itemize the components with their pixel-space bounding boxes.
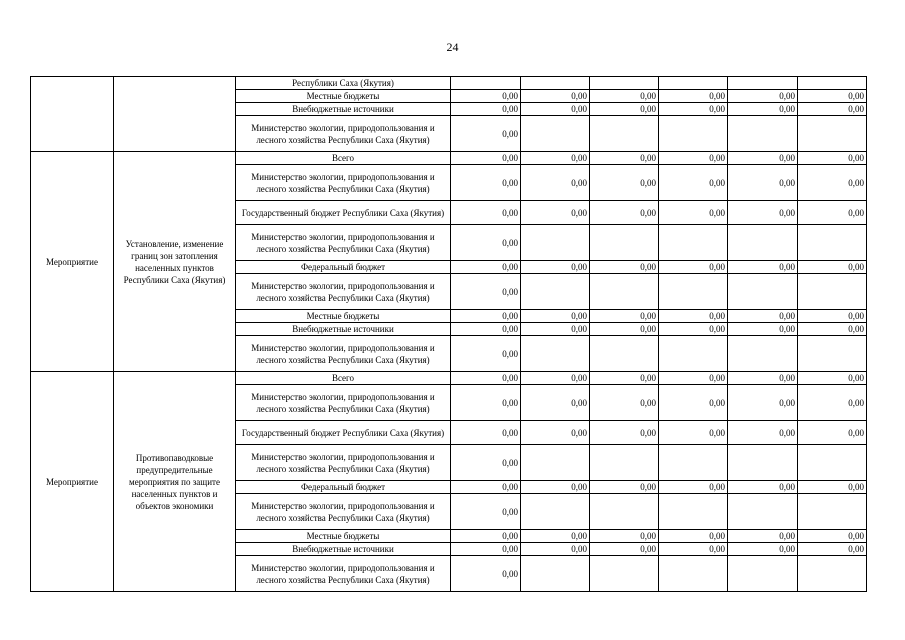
amount-cell: 0,00 bbox=[728, 421, 798, 445]
amount-cell: 0,00 bbox=[728, 90, 798, 103]
amount-cell: 0,00 bbox=[728, 261, 798, 274]
amount-cell: 0,00 bbox=[451, 494, 521, 530]
amount-cell bbox=[659, 274, 728, 310]
activity-name-cell: Установление, изменение границ зон затопления населенных пунктов Республики Саха (Якутия) bbox=[114, 152, 236, 372]
funding-source-cell: Всего bbox=[236, 372, 451, 385]
amount-cell bbox=[728, 116, 798, 152]
page-number: 24 bbox=[446, 40, 459, 54]
amount-cell bbox=[521, 445, 590, 481]
amount-cell: 0,00 bbox=[521, 481, 590, 494]
amount-cell bbox=[590, 77, 659, 90]
funding-source-cell: Всего bbox=[236, 152, 451, 165]
amount-cell: 0,00 bbox=[590, 261, 659, 274]
amount-cell: 0,00 bbox=[451, 261, 521, 274]
amount-cell: 0,00 bbox=[590, 310, 659, 323]
amount-cell bbox=[590, 274, 659, 310]
amount-cell bbox=[728, 556, 798, 592]
funding-source-cell: Государственный бюджет Республики Саха (Якутия) bbox=[236, 201, 451, 225]
budget-table bbox=[30, 76, 867, 592]
funding-source-cell: Внебюджетные источники bbox=[236, 323, 451, 336]
amount-cell bbox=[728, 336, 798, 372]
amount-cell: 0,00 bbox=[659, 543, 728, 556]
amount-cell: 0,00 bbox=[521, 421, 590, 445]
amount-cell: 0,00 bbox=[659, 323, 728, 336]
amount-cell: 0,00 bbox=[798, 530, 867, 543]
amount-cell bbox=[728, 77, 798, 90]
amount-cell: 0,00 bbox=[451, 274, 521, 310]
funding-source-cell: Внебюджетные источники bbox=[236, 543, 451, 556]
amount-cell: 0,00 bbox=[521, 103, 590, 116]
amount-cell: 0,00 bbox=[521, 310, 590, 323]
amount-cell: 0,00 bbox=[451, 336, 521, 372]
amount-cell: 0,00 bbox=[590, 201, 659, 225]
amount-cell bbox=[659, 225, 728, 261]
amount-cell: 0,00 bbox=[451, 421, 521, 445]
amount-cell: 0,00 bbox=[798, 372, 867, 385]
amount-cell bbox=[590, 445, 659, 481]
amount-cell: 0,00 bbox=[798, 103, 867, 116]
funding-source-cell: Внебюджетные источники bbox=[236, 103, 451, 116]
amount-cell bbox=[798, 274, 867, 310]
amount-cell bbox=[521, 77, 590, 90]
amount-cell: 0,00 bbox=[590, 481, 659, 494]
activity-type-cell: Мероприятие bbox=[31, 372, 114, 592]
amount-cell: 0,00 bbox=[659, 385, 728, 421]
amount-cell: 0,00 bbox=[590, 103, 659, 116]
amount-cell: 0,00 bbox=[798, 421, 867, 445]
amount-cell: 0,00 bbox=[521, 385, 590, 421]
amount-cell: 0,00 bbox=[521, 152, 590, 165]
funding-source-cell: Местные бюджеты bbox=[236, 530, 451, 543]
amount-cell bbox=[521, 336, 590, 372]
amount-cell: 0,00 bbox=[590, 90, 659, 103]
amount-cell: 0,00 bbox=[521, 543, 590, 556]
amount-cell: 0,00 bbox=[451, 225, 521, 261]
amount-cell: 0,00 bbox=[590, 421, 659, 445]
funding-source-cell: Местные бюджеты bbox=[236, 90, 451, 103]
amount-cell: 0,00 bbox=[521, 372, 590, 385]
amount-cell: 0,00 bbox=[798, 385, 867, 421]
amount-cell: 0,00 bbox=[728, 310, 798, 323]
amount-cell: 0,00 bbox=[451, 372, 521, 385]
amount-cell bbox=[521, 556, 590, 592]
funding-source-cell: Федеральный бюджет bbox=[236, 481, 451, 494]
funding-source-cell: Государственный бюджет Республики Саха (Якутия) bbox=[236, 421, 451, 445]
funding-source-cell: Министерство экологии, природопользования и лесного хозяйства Республики Саха (Якутия) bbox=[236, 274, 451, 310]
amount-cell: 0,00 bbox=[798, 323, 867, 336]
amount-cell: 0,00 bbox=[521, 90, 590, 103]
amount-cell: 0,00 bbox=[659, 103, 728, 116]
table-row bbox=[31, 372, 867, 385]
funding-source-cell: Министерство экологии, природопользования и лесного хозяйства Республики Саха (Якутия) bbox=[236, 336, 451, 372]
amount-cell: 0,00 bbox=[451, 481, 521, 494]
amount-cell bbox=[659, 77, 728, 90]
amount-cell: 0,00 bbox=[798, 90, 867, 103]
amount-cell: 0,00 bbox=[659, 201, 728, 225]
amount-cell: 0,00 bbox=[521, 261, 590, 274]
amount-cell: 0,00 bbox=[798, 481, 867, 494]
amount-cell bbox=[728, 274, 798, 310]
amount-cell bbox=[521, 116, 590, 152]
amount-cell: 0,00 bbox=[728, 152, 798, 165]
amount-cell: 0,00 bbox=[451, 543, 521, 556]
amount-cell: 0,00 bbox=[728, 530, 798, 543]
amount-cell: 0,00 bbox=[728, 201, 798, 225]
amount-cell: 0,00 bbox=[728, 481, 798, 494]
amount-cell bbox=[798, 225, 867, 261]
amount-cell: 0,00 bbox=[451, 165, 521, 201]
amount-cell: 0,00 bbox=[659, 152, 728, 165]
amount-cell: 0,00 bbox=[798, 152, 867, 165]
amount-cell bbox=[659, 445, 728, 481]
amount-cell: 0,00 bbox=[590, 385, 659, 421]
amount-cell: 0,00 bbox=[590, 543, 659, 556]
amount-cell: 0,00 bbox=[728, 323, 798, 336]
funding-source-cell: Республики Саха (Якутия) bbox=[236, 77, 451, 90]
amount-cell bbox=[521, 225, 590, 261]
amount-cell: 0,00 bbox=[521, 165, 590, 201]
amount-cell bbox=[798, 77, 867, 90]
table-row bbox=[31, 152, 867, 165]
amount-cell: 0,00 bbox=[521, 201, 590, 225]
amount-cell bbox=[728, 445, 798, 481]
amount-cell bbox=[798, 494, 867, 530]
amount-cell: 0,00 bbox=[590, 372, 659, 385]
amount-cell: 0,00 bbox=[451, 152, 521, 165]
amount-cell: 0,00 bbox=[659, 165, 728, 201]
activity-type-cell: Мероприятие bbox=[31, 152, 114, 372]
amount-cell bbox=[798, 556, 867, 592]
amount-cell bbox=[590, 336, 659, 372]
amount-cell: 0,00 bbox=[798, 543, 867, 556]
amount-cell: 0,00 bbox=[659, 530, 728, 543]
amount-cell: 0,00 bbox=[728, 103, 798, 116]
amount-cell: 0,00 bbox=[728, 543, 798, 556]
funding-source-cell: Местные бюджеты bbox=[236, 310, 451, 323]
amount-cell bbox=[798, 336, 867, 372]
amount-cell bbox=[728, 494, 798, 530]
amount-cell bbox=[659, 116, 728, 152]
amount-cell: 0,00 bbox=[451, 201, 521, 225]
amount-cell: 0,00 bbox=[659, 481, 728, 494]
funding-source-cell: Министерство экологии, природопользования и лесного хозяйства Республики Саха (Якутия) bbox=[236, 225, 451, 261]
table-body bbox=[31, 77, 867, 592]
amount-cell bbox=[521, 494, 590, 530]
amount-cell: 0,00 bbox=[798, 261, 867, 274]
amount-cell: 0,00 bbox=[590, 152, 659, 165]
funding-source-cell: Министерство экологии, природопользования и лесного хозяйства Республики Саха (Якутия) bbox=[236, 116, 451, 152]
amount-cell bbox=[451, 77, 521, 90]
amount-cell: 0,00 bbox=[451, 323, 521, 336]
amount-cell: 0,00 bbox=[451, 310, 521, 323]
amount-cell: 0,00 bbox=[798, 201, 867, 225]
amount-cell bbox=[590, 116, 659, 152]
amount-cell: 0,00 bbox=[728, 385, 798, 421]
funding-source-cell: Министерство экологии, природопользования и лесного хозяйства Республики Саха (Якутия) bbox=[236, 494, 451, 530]
amount-cell: 0,00 bbox=[659, 261, 728, 274]
amount-cell: 0,00 bbox=[451, 116, 521, 152]
amount-cell: 0,00 bbox=[451, 385, 521, 421]
amount-cell bbox=[659, 556, 728, 592]
amount-cell: 0,00 bbox=[451, 90, 521, 103]
activity-name-cell: Противопаводковые предупредительные мероприятия по защите населенных пунктов и объектов экономики bbox=[114, 372, 236, 592]
amount-cell bbox=[798, 445, 867, 481]
funding-source-cell: Министерство экологии, природопользования и лесного хозяйства Республики Саха (Якутия) bbox=[236, 556, 451, 592]
amount-cell: 0,00 bbox=[521, 530, 590, 543]
amount-cell bbox=[590, 494, 659, 530]
amount-cell: 0,00 bbox=[659, 372, 728, 385]
amount-cell: 0,00 bbox=[659, 310, 728, 323]
activity-name-cell bbox=[114, 77, 236, 152]
amount-cell: 0,00 bbox=[590, 530, 659, 543]
funding-source-cell: Министерство экологии, природопользования и лесного хозяйства Республики Саха (Якутия) bbox=[236, 165, 451, 201]
amount-cell: 0,00 bbox=[590, 323, 659, 336]
funding-source-cell: Федеральный бюджет bbox=[236, 261, 451, 274]
amount-cell: 0,00 bbox=[590, 165, 659, 201]
table-row bbox=[31, 77, 867, 90]
amount-cell: 0,00 bbox=[659, 421, 728, 445]
amount-cell bbox=[521, 274, 590, 310]
funding-source-cell: Министерство экологии, природопользования и лесного хозяйства Республики Саха (Якутия) bbox=[236, 445, 451, 481]
amount-cell: 0,00 bbox=[798, 165, 867, 201]
amount-cell: 0,00 bbox=[798, 310, 867, 323]
amount-cell bbox=[728, 225, 798, 261]
amount-cell bbox=[590, 225, 659, 261]
amount-cell: 0,00 bbox=[728, 372, 798, 385]
amount-cell: 0,00 bbox=[451, 556, 521, 592]
amount-cell bbox=[659, 494, 728, 530]
amount-cell bbox=[590, 556, 659, 592]
amount-cell: 0,00 bbox=[521, 323, 590, 336]
amount-cell bbox=[798, 116, 867, 152]
amount-cell: 0,00 bbox=[451, 103, 521, 116]
amount-cell: 0,00 bbox=[728, 165, 798, 201]
amount-cell: 0,00 bbox=[659, 90, 728, 103]
amount-cell: 0,00 bbox=[451, 530, 521, 543]
amount-cell: 0,00 bbox=[451, 445, 521, 481]
activity-type-cell bbox=[31, 77, 114, 152]
funding-source-cell: Министерство экологии, природопользования и лесного хозяйства Республики Саха (Якутия) bbox=[236, 385, 451, 421]
amount-cell bbox=[659, 336, 728, 372]
